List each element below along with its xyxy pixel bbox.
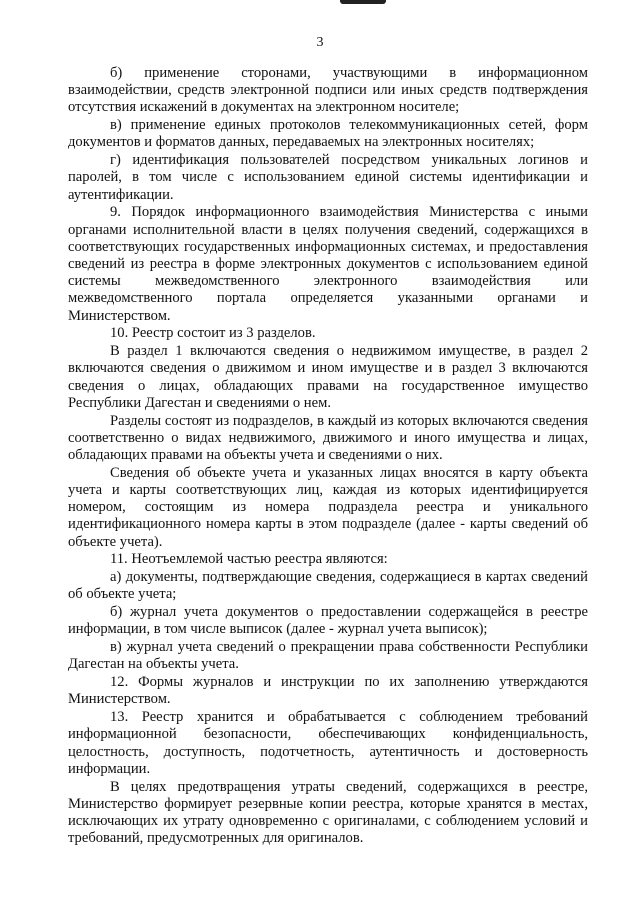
page-number: 3	[316, 35, 324, 50]
paragraph: 10. Реестр состоит из 3 разделов.	[110, 325, 316, 342]
paragraph: 12. Формы журналов и инструкции по их заполнению утверждаются Министерством.	[68, 674, 588, 708]
paragraph: в) журнал учета сведений о прекращении права собственности Республики Дагестан на объекты учета.	[68, 639, 588, 673]
paragraph: г) идентификация пользователей посредством уникальных логинов и паролей, в том числе с использованием единой системы идентификации и аутентификации.	[68, 152, 588, 203]
paragraph: 9. Порядок информационного взаимодействия Министерства с иными органами исполнительной власти в целях получения сведений, содержащихся в соответствующих государственных информационных системах, и предоставления сведений из реестра в форме электронных документов с использованием единой системы межведомственного электронного взаимодействия или межведомственного портала определяется указанными органами и Министерством.	[68, 204, 588, 324]
paragraph: В раздел 1 включаются сведения о недвижимом имуществе, в раздел 2 включаются сведения о движимом и ином имуществе и в раздел 3 включаются сведения о лицах, обладающих правами на государственное имущество Республики Дагестан и сведениями о нем.	[68, 343, 588, 411]
paragraph: Сведения об объекте учета и указанных лицах вносятся в карту объекта учета и карты соответствующих лиц, каждая из которых идентифицируется номером, состоящим из номера подраздела реестра и уникального идентификационного номера карты в этом подразделе (далее - карты сведений об объекте учета).	[68, 464, 588, 550]
paragraph: В целях предотвращения утраты сведений, содержащихся в реестре, Министерство формирует резервные копии реестра, которые хранятся в местах, исключающих их утрату одновременно с оригиналами, с соблюдением условий и требований, предусмотренных для оригиналов.	[68, 778, 588, 847]
paragraph: б) применение сторонами, участвующими в информационном взаимодействии, средств электронной подписи или иных средств подтверждения отсутствия искажений в документах на электронном носителе;	[68, 65, 588, 116]
paragraph: 11. Неотъемлемой частью реестра являются:	[110, 551, 388, 568]
paragraph: а) документы, подтверждающие сведения, содержащиеся в картах сведений об объекте учета;	[68, 569, 588, 603]
paragraph: б) журнал учета документов о предоставлении содержащейся в реестре информации, в том числе выписок (далее - журнал учета выписок);	[68, 604, 588, 638]
paragraph: в) применение единых протоколов телекоммуникационных сетей, форм документов и форматов данных, передаваемых на электронных носителях;	[68, 117, 588, 151]
paragraph: Разделы состоят из подразделов, в каждый из которых включаются сведения соответственно о видах недвижимого, движимого и иного имущества и лицах, обладающих правами на объекты учета и сведениями о них.	[68, 412, 588, 464]
scan-edge-mark	[340, 0, 386, 4]
paragraph: 13. Реестр хранится и обрабатывается с соблюдением требований информационной безопасности, обеспечивающих конфиденциальность, целостность, доступность, подотчетность, аутентичность и достоверность информации.	[68, 709, 588, 777]
document-body	[68, 65, 588, 848]
